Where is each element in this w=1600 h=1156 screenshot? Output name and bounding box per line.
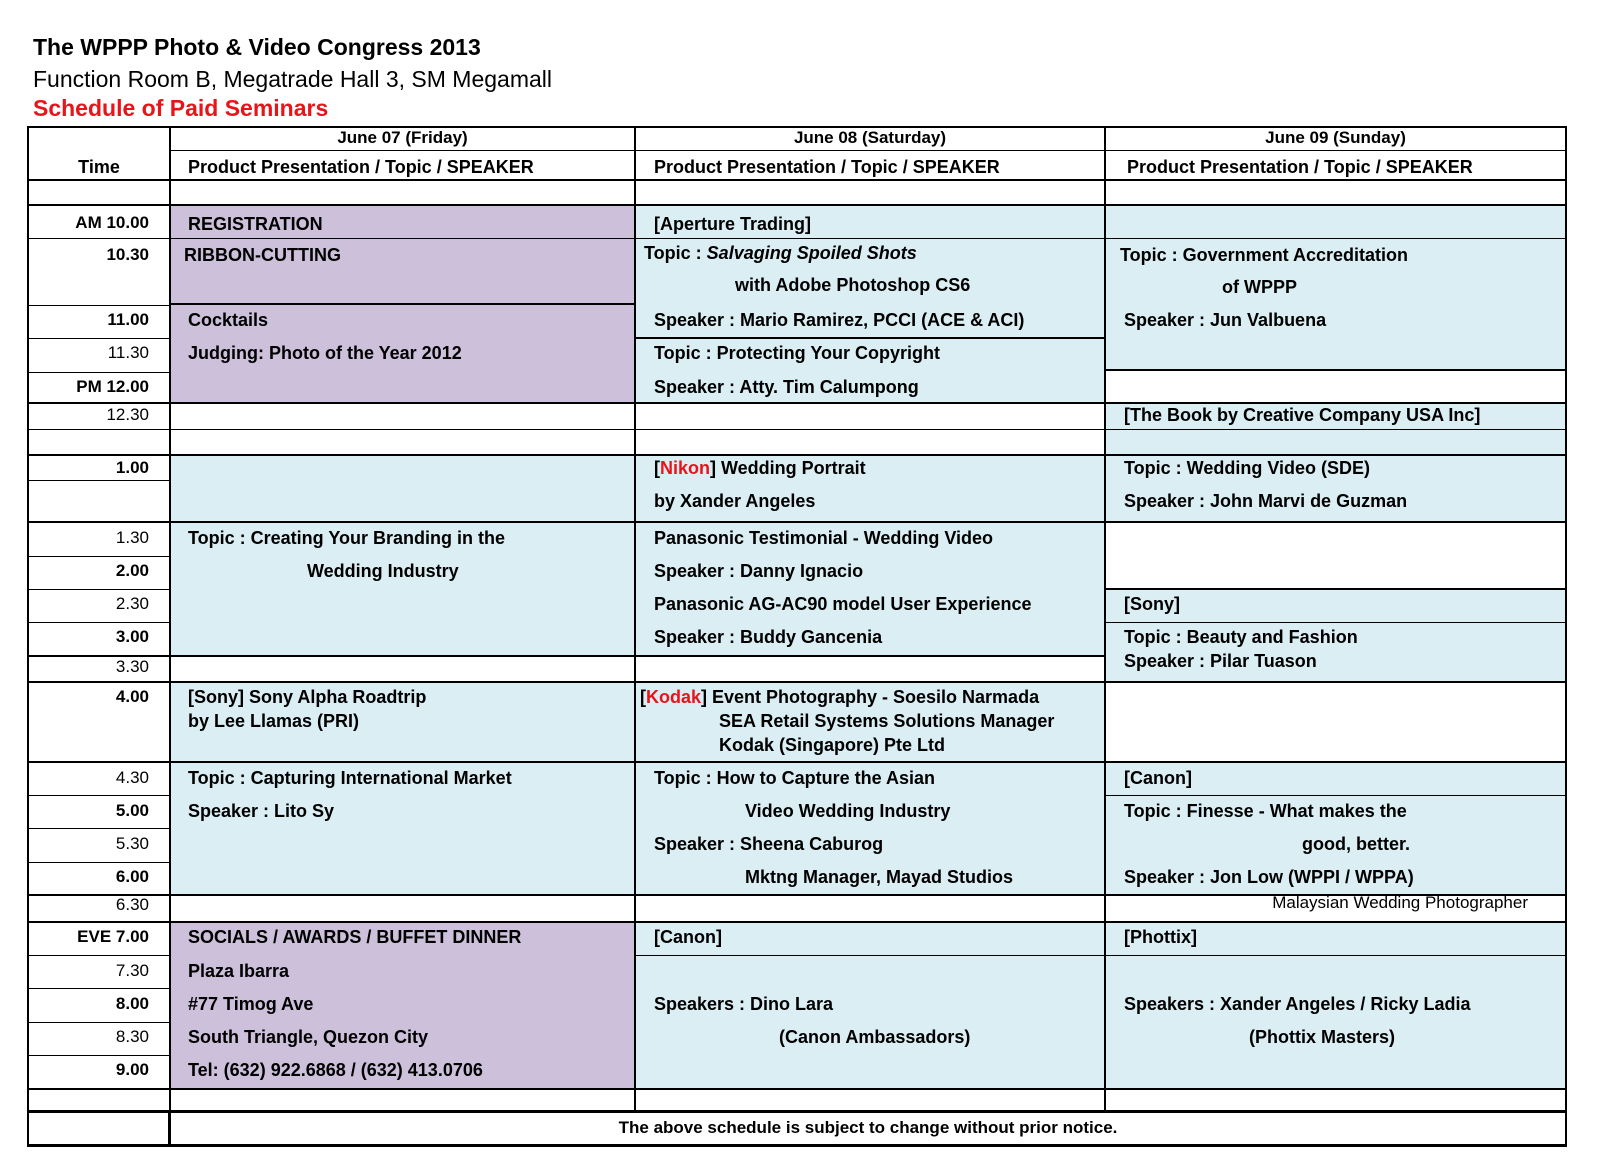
time-row-line (27, 372, 170, 373)
row-line-footer (27, 1110, 1567, 1113)
time-label: 12.30 (106, 405, 149, 424)
row-line-7pm (27, 921, 1567, 923)
sun-gov-topic-2: of WPPP (1222, 277, 1297, 297)
fri-ribbon-cutting: RIBBON-CUTTING (184, 245, 341, 265)
sat-asian-speaker: Speaker : Sheena Caburog (654, 834, 884, 854)
fri-branding-topic: Topic : Creating Your Branding in the (188, 528, 506, 548)
subheader-sat: Product Presentation / Topic / SPEAKER (654, 157, 1000, 177)
time-label: 9.00 (115, 1060, 149, 1079)
table-border-bottom (27, 1144, 1567, 1147)
sat-canon: [Canon] (654, 927, 722, 947)
time-label: 6.00 (115, 867, 149, 886)
col-divider-fri (634, 126, 636, 1111)
sat-line (635, 238, 1105, 239)
time-label: 7.30 (115, 961, 149, 980)
time-label: 3.00 (115, 627, 149, 646)
sat-line (635, 955, 1105, 956)
time-label: 4.30 (115, 768, 149, 787)
sun-gov-topic: Topic : Government Accreditation (1120, 245, 1409, 265)
sat-asian-speaker-2: Mktng Manager, Mayad Studios (745, 867, 1014, 887)
fri-intl-speaker: Speaker : Lito Sy (188, 801, 335, 821)
sat-panasonic-2: Panasonic AG-AC90 model User Experience (654, 594, 1032, 614)
sun-sony: [Sony] (1124, 594, 1180, 614)
sat-kodak-3: Kodak (Singapore) Pte Ltd (719, 735, 946, 755)
subheader-fri: Product Presentation / Topic / SPEAKER (188, 157, 534, 177)
header-sep-blank (27, 204, 1567, 206)
time-label: 11.00 (107, 310, 149, 329)
sat-canon-ambassadors: (Canon Ambassadors) (779, 1027, 971, 1047)
fri-1pm-block (170, 455, 635, 655)
row-line-130 (27, 521, 1567, 523)
time-label: 6.30 (115, 895, 149, 914)
sun-line (1105, 588, 1566, 590)
sat-aperture: [Aperture Trading] (654, 214, 812, 234)
time-label: PM 12.00 (76, 377, 149, 396)
sun-line (1105, 955, 1566, 956)
sat-salvage-2: with Adobe Photoshop CS6 (735, 275, 971, 295)
fri-sony-roadtrip: [Sony] Sony Alpha Roadtrip (188, 687, 427, 707)
sun-finesse-speaker: Speaker : Jon Low (WPPI / WPPA) (1124, 867, 1414, 887)
sun-phottix-speakers: Speakers : Xander Angeles / Ricky Ladia (1124, 994, 1471, 1014)
footer-notice: The above schedule is subject to change without prior notice. (618, 1118, 1118, 1137)
time-row-line (27, 828, 170, 829)
time-row-line (27, 988, 170, 989)
sat-salvage-topic (644, 242, 917, 264)
time-label: 5.00 (115, 801, 149, 820)
fri-intl-topic: Topic : Capturing International Market (188, 768, 512, 788)
sun-beauty-speaker: Speaker : Pilar Tuason (1124, 651, 1317, 671)
fri-line (170, 238, 635, 239)
sat-copyright-topic: Topic : Protecting Your Copyright (654, 343, 940, 363)
sat-nikon-text: ] Wedding Portrait (710, 458, 866, 478)
time-row-line (27, 862, 170, 863)
sat-afternoon-block (635, 455, 1105, 655)
sun-finesse-note: Malaysian Wedding Photographer (1272, 893, 1528, 912)
day-header-fri: June 07 (Friday) (337, 128, 468, 147)
sat-panasonic-1: Panasonic Testimonial - Wedding Video (654, 528, 994, 548)
sat-line (635, 337, 1105, 339)
time-label: 2.30 (115, 594, 149, 613)
fri-plaza: Plaza Ibarra (188, 961, 290, 981)
time-label: AM 10.00 (75, 213, 149, 232)
time-row-line (27, 556, 170, 557)
sat-panasonic-2-speaker: Speaker : Buddy Gancenia (654, 627, 883, 647)
sat-salvage-label: Topic : (644, 243, 702, 263)
fri-judging: Judging: Photo of the Year 2012 (188, 343, 462, 363)
sat-kodak-title: [Kodak] Event Photography - Soesilo Narmada (640, 687, 1040, 707)
header-sep-days (170, 150, 1566, 151)
table-border-right (1565, 126, 1567, 1146)
subheader-sun: Product Presentation / Topic / SPEAKER (1127, 157, 1473, 177)
sun-gov-speaker: Speaker : Jun Valbuena (1124, 310, 1327, 330)
sat-salvage-speaker: Speaker : Mario Ramirez, PCCI (ACE & ACI) (654, 310, 1025, 330)
sun-morning-block (1105, 205, 1565, 369)
time-label: 3.30 (115, 657, 149, 676)
time-row-line (27, 480, 170, 481)
sat-kodak-text: ] Event Photography - Soesilo Narmada (701, 687, 1040, 707)
fri-socials: SOCIALS / AWARDS / BUFFET DINNER (188, 927, 522, 947)
sun-line (1105, 238, 1566, 239)
time-label: 11.30 (107, 343, 149, 362)
fri-sony-speaker: by Lee Llamas (PRI) (188, 711, 360, 731)
day-header-sun: June 09 (Sunday) (1265, 128, 1406, 147)
sun-canon: [Canon] (1124, 768, 1192, 788)
row-line-330 (27, 655, 1105, 657)
time-row-line (27, 795, 170, 796)
venue-line: Function Room B, Megatrade Hall 3, SM Megamall (33, 66, 552, 92)
time-label: EVE 7.00 (77, 927, 149, 946)
document-title: The WPPP Photo & Video Congress 2013 (33, 34, 481, 60)
col-divider-sat (1104, 126, 1106, 1111)
col-divider-time (169, 126, 171, 1146)
fri-line (170, 303, 635, 305)
time-row-line (27, 1022, 170, 1023)
sat-canon-speakers: Speakers : Dino Lara (654, 994, 834, 1014)
time-row-line (27, 238, 170, 239)
sun-phottix-masters: (Phottix Masters) (1249, 1027, 1396, 1047)
sun-line (1105, 622, 1566, 623)
sat-nikon-brand: Nikon (660, 458, 711, 478)
sat-kodak-brand: Kodak (646, 687, 702, 707)
time-label: 10.30 (106, 245, 149, 264)
sun-phottix: [Phottix] (1124, 927, 1197, 947)
sat-copyright-speaker: Speaker : Atty. Tim Calumpong (654, 377, 919, 397)
sat-salvage-title: Salvaging Spoiled Shots (706, 243, 917, 263)
time-row-line (27, 305, 170, 306)
sun-line (1105, 369, 1566, 371)
header-sep-bottom (27, 179, 1567, 181)
sun-video-topic: Topic : Wedding Video (SDE) (1124, 458, 1370, 478)
time-label: 1.30 (115, 528, 149, 547)
row-line-1pm-blank (27, 429, 1567, 430)
time-row-line (27, 955, 170, 956)
time-row-line (27, 338, 170, 339)
sat-nikon-title: [Nikon] Wedding Portrait (654, 458, 866, 478)
fri-registration: REGISTRATION (188, 214, 323, 234)
time-label: 1.00 (115, 458, 149, 477)
sun-beauty-topic: Topic : Beauty and Fashion (1124, 627, 1358, 647)
row-line-430 (27, 761, 1567, 763)
sun-line (1105, 795, 1566, 796)
row-line-4pm (27, 681, 1567, 683)
row-line-1pm (27, 454, 1567, 456)
fri-tel: Tel: (632) 922.6868 / (632) 413.0706 (188, 1060, 483, 1080)
sat-nikon-by: by Xander Angeles (654, 491, 816, 511)
fri-address-1: #77 Timog Ave (188, 994, 314, 1014)
sun-finesse-topic: Topic : Finesse - What makes the (1124, 801, 1407, 821)
time-label: 8.30 (115, 1027, 149, 1046)
sun-finesse-topic-2: good, better. (1302, 834, 1410, 854)
sat-asian-topic-2: Video Wedding Industry (745, 801, 951, 821)
schedule-subtitle: Schedule of Paid Seminars (33, 95, 329, 121)
table-border-left (27, 126, 29, 1146)
sat-panasonic-1-speaker: Speaker : Danny Ignacio (654, 561, 864, 581)
fri-cocktails: Cocktails (188, 310, 269, 330)
time-row-line (27, 1055, 170, 1056)
time-label: 4.00 (115, 687, 149, 706)
sun-book: [The Book by Creative Company USA Inc] (1124, 405, 1481, 425)
sat-asian-topic: Topic : How to Capture the Asian (654, 768, 936, 788)
time-row-line (27, 622, 170, 623)
day-header-sat: June 08 (Saturday) (793, 128, 947, 147)
time-header: Time (78, 157, 120, 177)
fri-branding-topic-2: Wedding Industry (307, 561, 459, 581)
row-line-end (27, 1088, 1567, 1090)
time-row-line (27, 589, 170, 590)
sun-video-speaker: Speaker : John Marvi de Guzman (1124, 491, 1408, 511)
fri-address-2: South Triangle, Quezon City (188, 1027, 429, 1047)
sat-kodak-2: SEA Retail Systems Solutions Manager (719, 711, 1055, 731)
time-label: 5.30 (115, 834, 149, 853)
time-label: 2.00 (115, 561, 149, 580)
time-label: 8.00 (115, 994, 149, 1013)
